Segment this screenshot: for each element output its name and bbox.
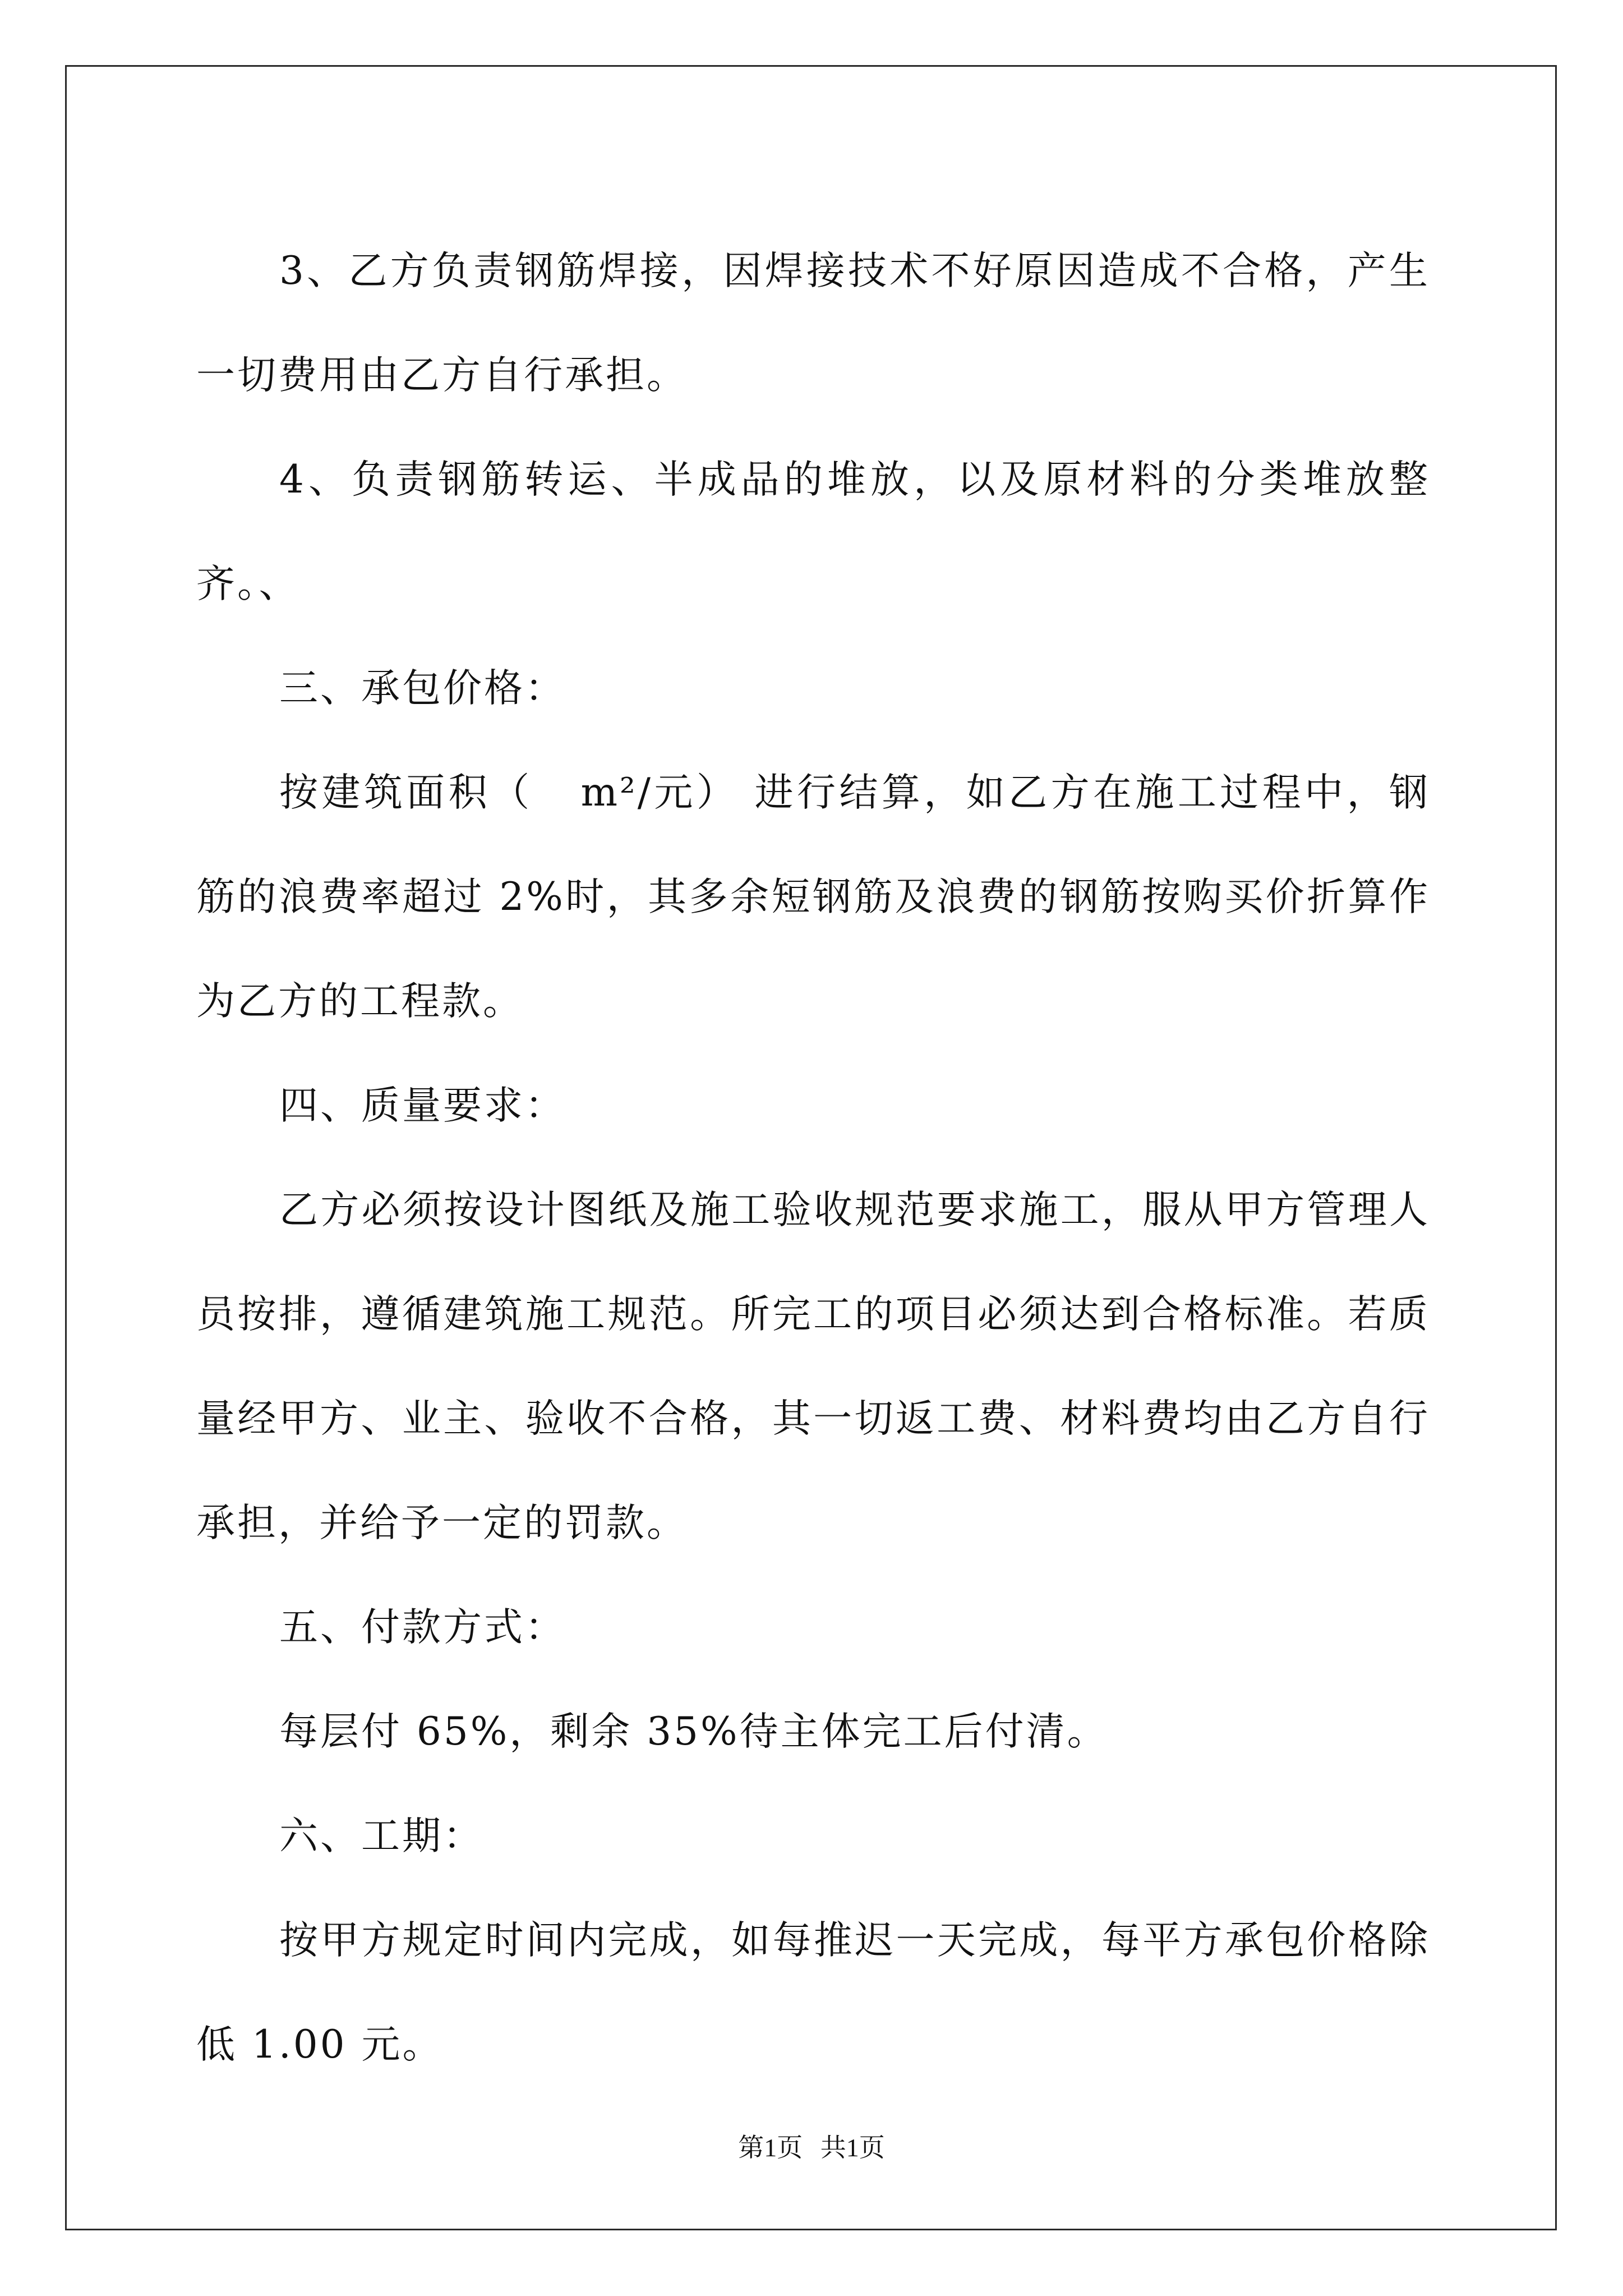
- paragraph-schedule: 按甲方规定时间内完成，如每推迟一天完成，每平方承包价格除低 1.00 元。: [196, 1918, 1430, 2067]
- page-footer: [0, 2127, 1623, 2164]
- heading-quality: 四、质量要求：: [279, 1083, 566, 1128]
- page-total: 共1页: [820, 2133, 885, 2162]
- paragraph-payment: 每层付 65%，剩余 35%待主体完工后付清。: [279, 1709, 1108, 1754]
- heading-contract-price: 三、承包价格：: [279, 666, 566, 711]
- heading-payment: 五、付款方式：: [279, 1605, 566, 1650]
- page-number: 第1页: [738, 2133, 803, 2162]
- heading-schedule: 六、工期：: [279, 1814, 484, 1858]
- paragraph-settlement: 按建筑面积（ m²/元） 进行结算，如乙方在施工过程中，钢筋的浪费率超过 2%时，其多余短钢筋及浪费的钢筋按购买价折算作为乙方的工程款。: [196, 770, 1430, 1024]
- paragraph-quality: 乙方必须按设计图纸及施工验收规范要求施工，服从甲方管理人员按排，遵循建筑施工规范。所完工的项目必须达到合格标准。若质量经甲方、业主、验收不合格，其一切返工费、材料费均由乙方自行承担，并给予一定的罚款。: [196, 1188, 1430, 1545]
- paragraph-transport: 4、负责钢筋转运、半成品的堆放，以及原材料的分类堆放整齐。、: [196, 457, 1430, 606]
- paragraph-welding: 3、乙方负责钢筋焊接，因焊接技术不好原因造成不合格，产生一切费用由乙方自行承担。: [196, 249, 1430, 398]
- document-body: [196, 219, 1430, 2097]
